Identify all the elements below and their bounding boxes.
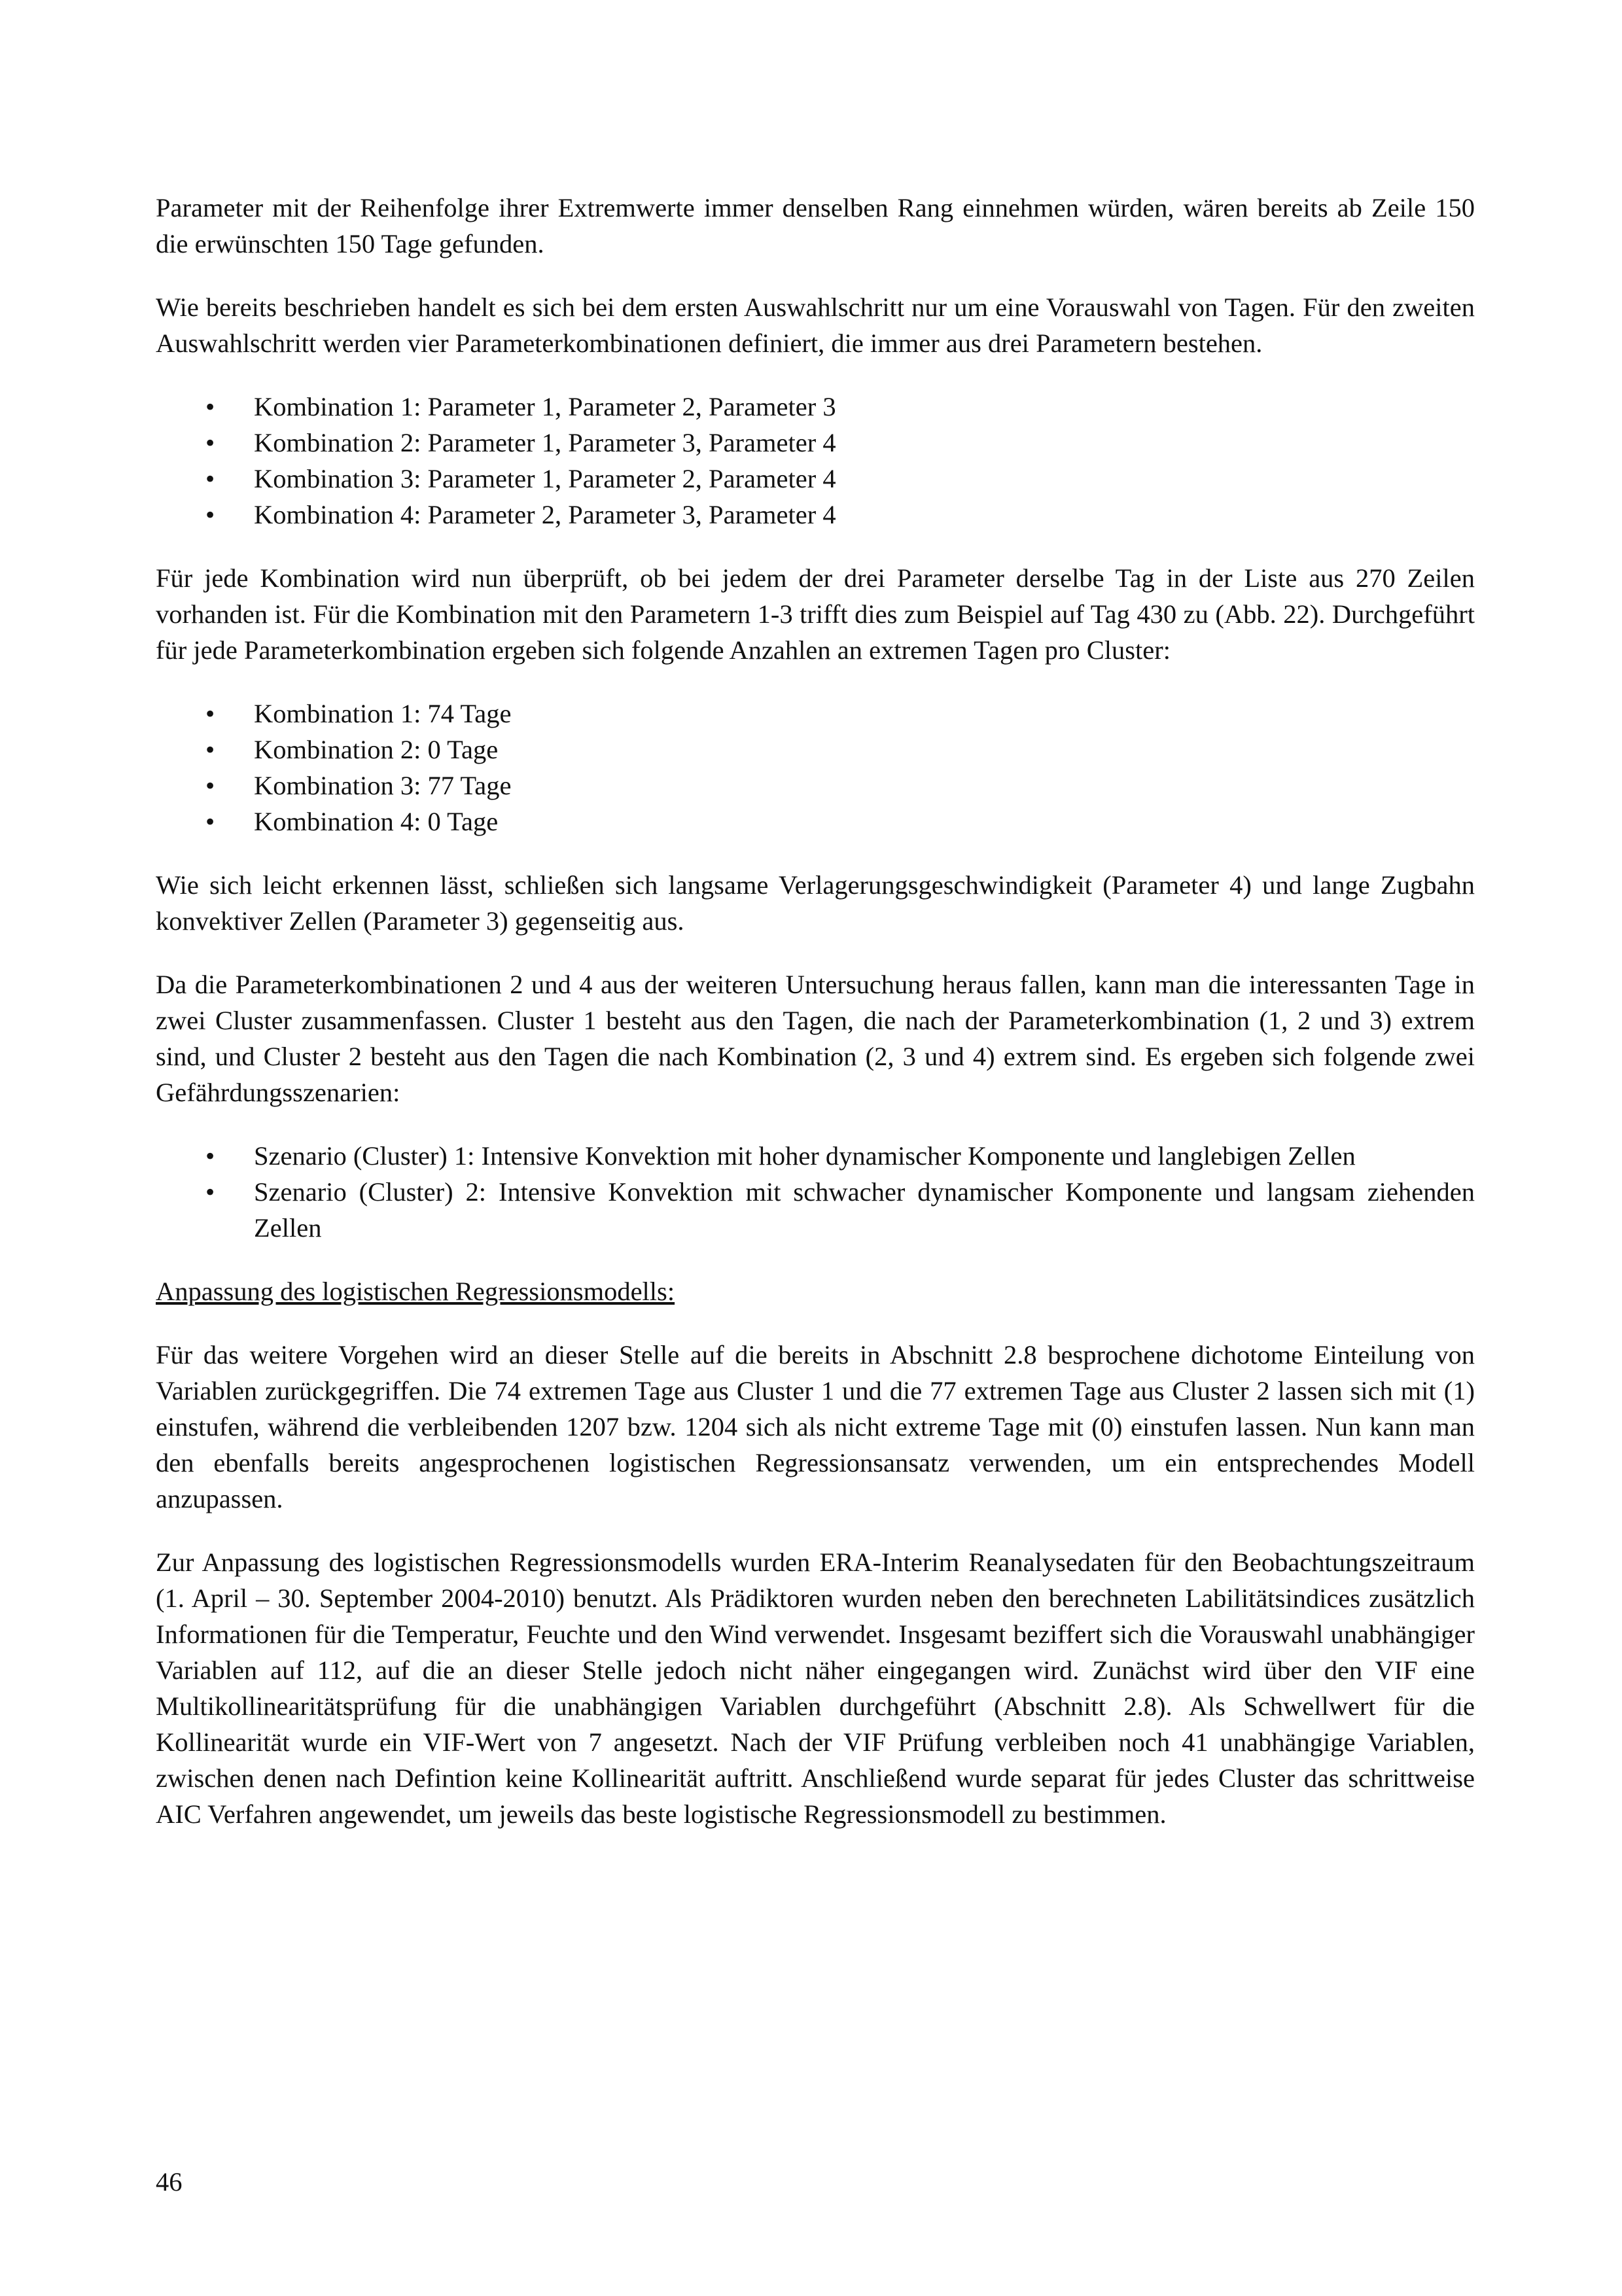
section-heading: Anpassung des logistischen Regressionsmodells:	[156, 1277, 675, 1306]
paragraph-7: Zur Anpassung des logistischen Regressionsmodells wurden ERA-Interim Reanalysedaten für den Beobachtungszeitraum (1. April – 30. September 2004-2010) benutzt. Als Prädiktoren wurden neben den berechneten Labilitätsindices zusätzlich Informationen für die Temperatur, Feuchte und den Wind verwendet. Insgesamt beziffert sich die Vorauswahl unabhängiger Variablen auf 112, auf die an dieser Stelle jedoch nicht näher eingegangen wird. Zunächst wird über den VIF eine Multikollinearitätsprüfung für die unabhängigen Variablen durchgeführt (Abschnitt 2.8). Als Schwellwert für die Kollinearität wurde ein VIF-Wert von 7 angesetzt. Nach der VIF Prüfung verbleiben noch 41 unabhängige Variablen, zwischen denen nach Defintion keine Kollinearität auftritt. Anschließend wurde separat für jedes Cluster das schrittweise AIC Verfahren angewendet, um jeweils das beste logistische Regressionsmodell zu bestimmen.	[156, 1547, 1475, 1829]
page-number: 46	[156, 2167, 183, 2197]
list-item	[156, 461, 1475, 497]
document-page	[156, 190, 1475, 1860]
bullet-icon: •	[205, 464, 215, 493]
list-item	[156, 389, 1475, 425]
combination-list	[156, 389, 1475, 533]
list-item-text: Kombination 1: 74 Tage	[254, 699, 512, 728]
paragraph-3: Für jede Kombination wird nun überprüft, ob bei jedem der drei Parameter derselbe Tag in der Liste aus 270 Zeilen vorhanden ist. Für die Kombination mit den Parametern 1-3 trifft dies zum Beispiel auf Tag 430 zu (Abb. 22). Durchgeführt für jede Parameterkombination ergeben sich folgende Anzahlen an extremen Tagen pro Cluster:	[156, 563, 1475, 665]
list-item	[156, 732, 1475, 768]
bullet-icon: •	[205, 1177, 215, 1207]
list-item	[156, 497, 1475, 533]
bullet-icon: •	[205, 428, 215, 457]
list-item	[156, 425, 1475, 461]
list-item	[156, 1138, 1475, 1174]
list-item-text: Kombination 3: 77 Tage	[254, 771, 512, 800]
list-item-text: Kombination 2: 0 Tage	[254, 735, 499, 764]
list-item-text: Kombination 3: Parameter 1, Parameter 2, Parameter 4	[254, 464, 836, 493]
paragraph-2: Wie bereits beschrieben handelt es sich bei dem ersten Auswahlschritt nur um eine Vorauswahl von Tagen. Für den zweiten Auswahlschritt werden vier Parameterkombinationen definiert, die immer aus drei Parametern bestehen.	[156, 292, 1475, 358]
bullet-icon: •	[205, 699, 215, 728]
counts-list	[156, 696, 1475, 839]
paragraph-6: Für das weitere Vorgehen wird an dieser Stelle auf die bereits in Abschnitt 2.8 besprochene dichotome Einteilung von Variablen zurückgegriffen. Die 74 extremen Tage aus Cluster 1 und die 77 extremen Tage aus Cluster 2 lassen sich mit (1) einstufen, während die verbleibenden 1207 bzw. 1204 sich als nicht extreme Tage mit (0) einstufen lassen. Nun kann man den ebenfalls bereits angesprochenen logistischen Regressionsansatz verwenden, um ein entsprechendes Modell anzupassen.	[156, 1340, 1475, 1513]
list-item	[156, 768, 1475, 804]
paragraph-4: Wie sich leicht erkennen lässt, schließen sich langsame Verlagerungsgeschwindigkeit (Parameter 4) und lange Zugbahn konvektiver Zellen (Parameter 3) gegenseitig aus.	[156, 870, 1475, 936]
scenario-list	[156, 1138, 1475, 1246]
list-item-text: Kombination 4: Parameter 2, Parameter 3, Parameter 4	[254, 500, 836, 529]
bullet-icon: •	[205, 500, 215, 529]
list-item-text: Kombination 1: Parameter 1, Parameter 2, Parameter 3	[254, 392, 836, 421]
bullet-icon: •	[205, 1141, 215, 1171]
paragraph-1: Parameter mit der Reihenfolge ihrer Extremwerte immer denselben Rang einnehmen würden, wären bereits ab Zeile 150 die erwünschten 150 Tage gefunden.	[156, 193, 1475, 258]
list-item	[156, 804, 1475, 839]
list-item	[156, 696, 1475, 732]
list-item-text: Szenario (Cluster) 1: Intensive Konvektion mit hoher dynamischer Komponente und langlebigen Zellen	[254, 1141, 1356, 1171]
bullet-icon: •	[205, 771, 215, 800]
list-item	[156, 1174, 1475, 1246]
list-item-text: Szenario (Cluster) 2: Intensive Konvektion mit schwacher dynamischer Komponente und langsam ziehenden Zellen	[254, 1177, 1475, 1243]
list-item-text: Kombination 4: 0 Tage	[254, 807, 499, 836]
list-item-text: Kombination 2: Parameter 1, Parameter 3, Parameter 4	[254, 428, 836, 457]
bullet-icon: •	[205, 392, 215, 421]
bullet-icon: •	[205, 735, 215, 764]
bullet-icon: •	[205, 807, 215, 836]
paragraph-5: Da die Parameterkombinationen 2 und 4 aus der weiteren Untersuchung heraus fallen, kann man die interessanten Tage in zwei Cluster zusammenfassen. Cluster 1 besteht aus den Tagen, die nach der Parameterkombination (1, 2 und 3) extrem sind, und Cluster 2 besteht aus den Tagen die nach Kombination (2, 3 und 4) extrem sind. Es ergeben sich folgende zwei Gefährdungsszenarien:	[156, 970, 1475, 1107]
